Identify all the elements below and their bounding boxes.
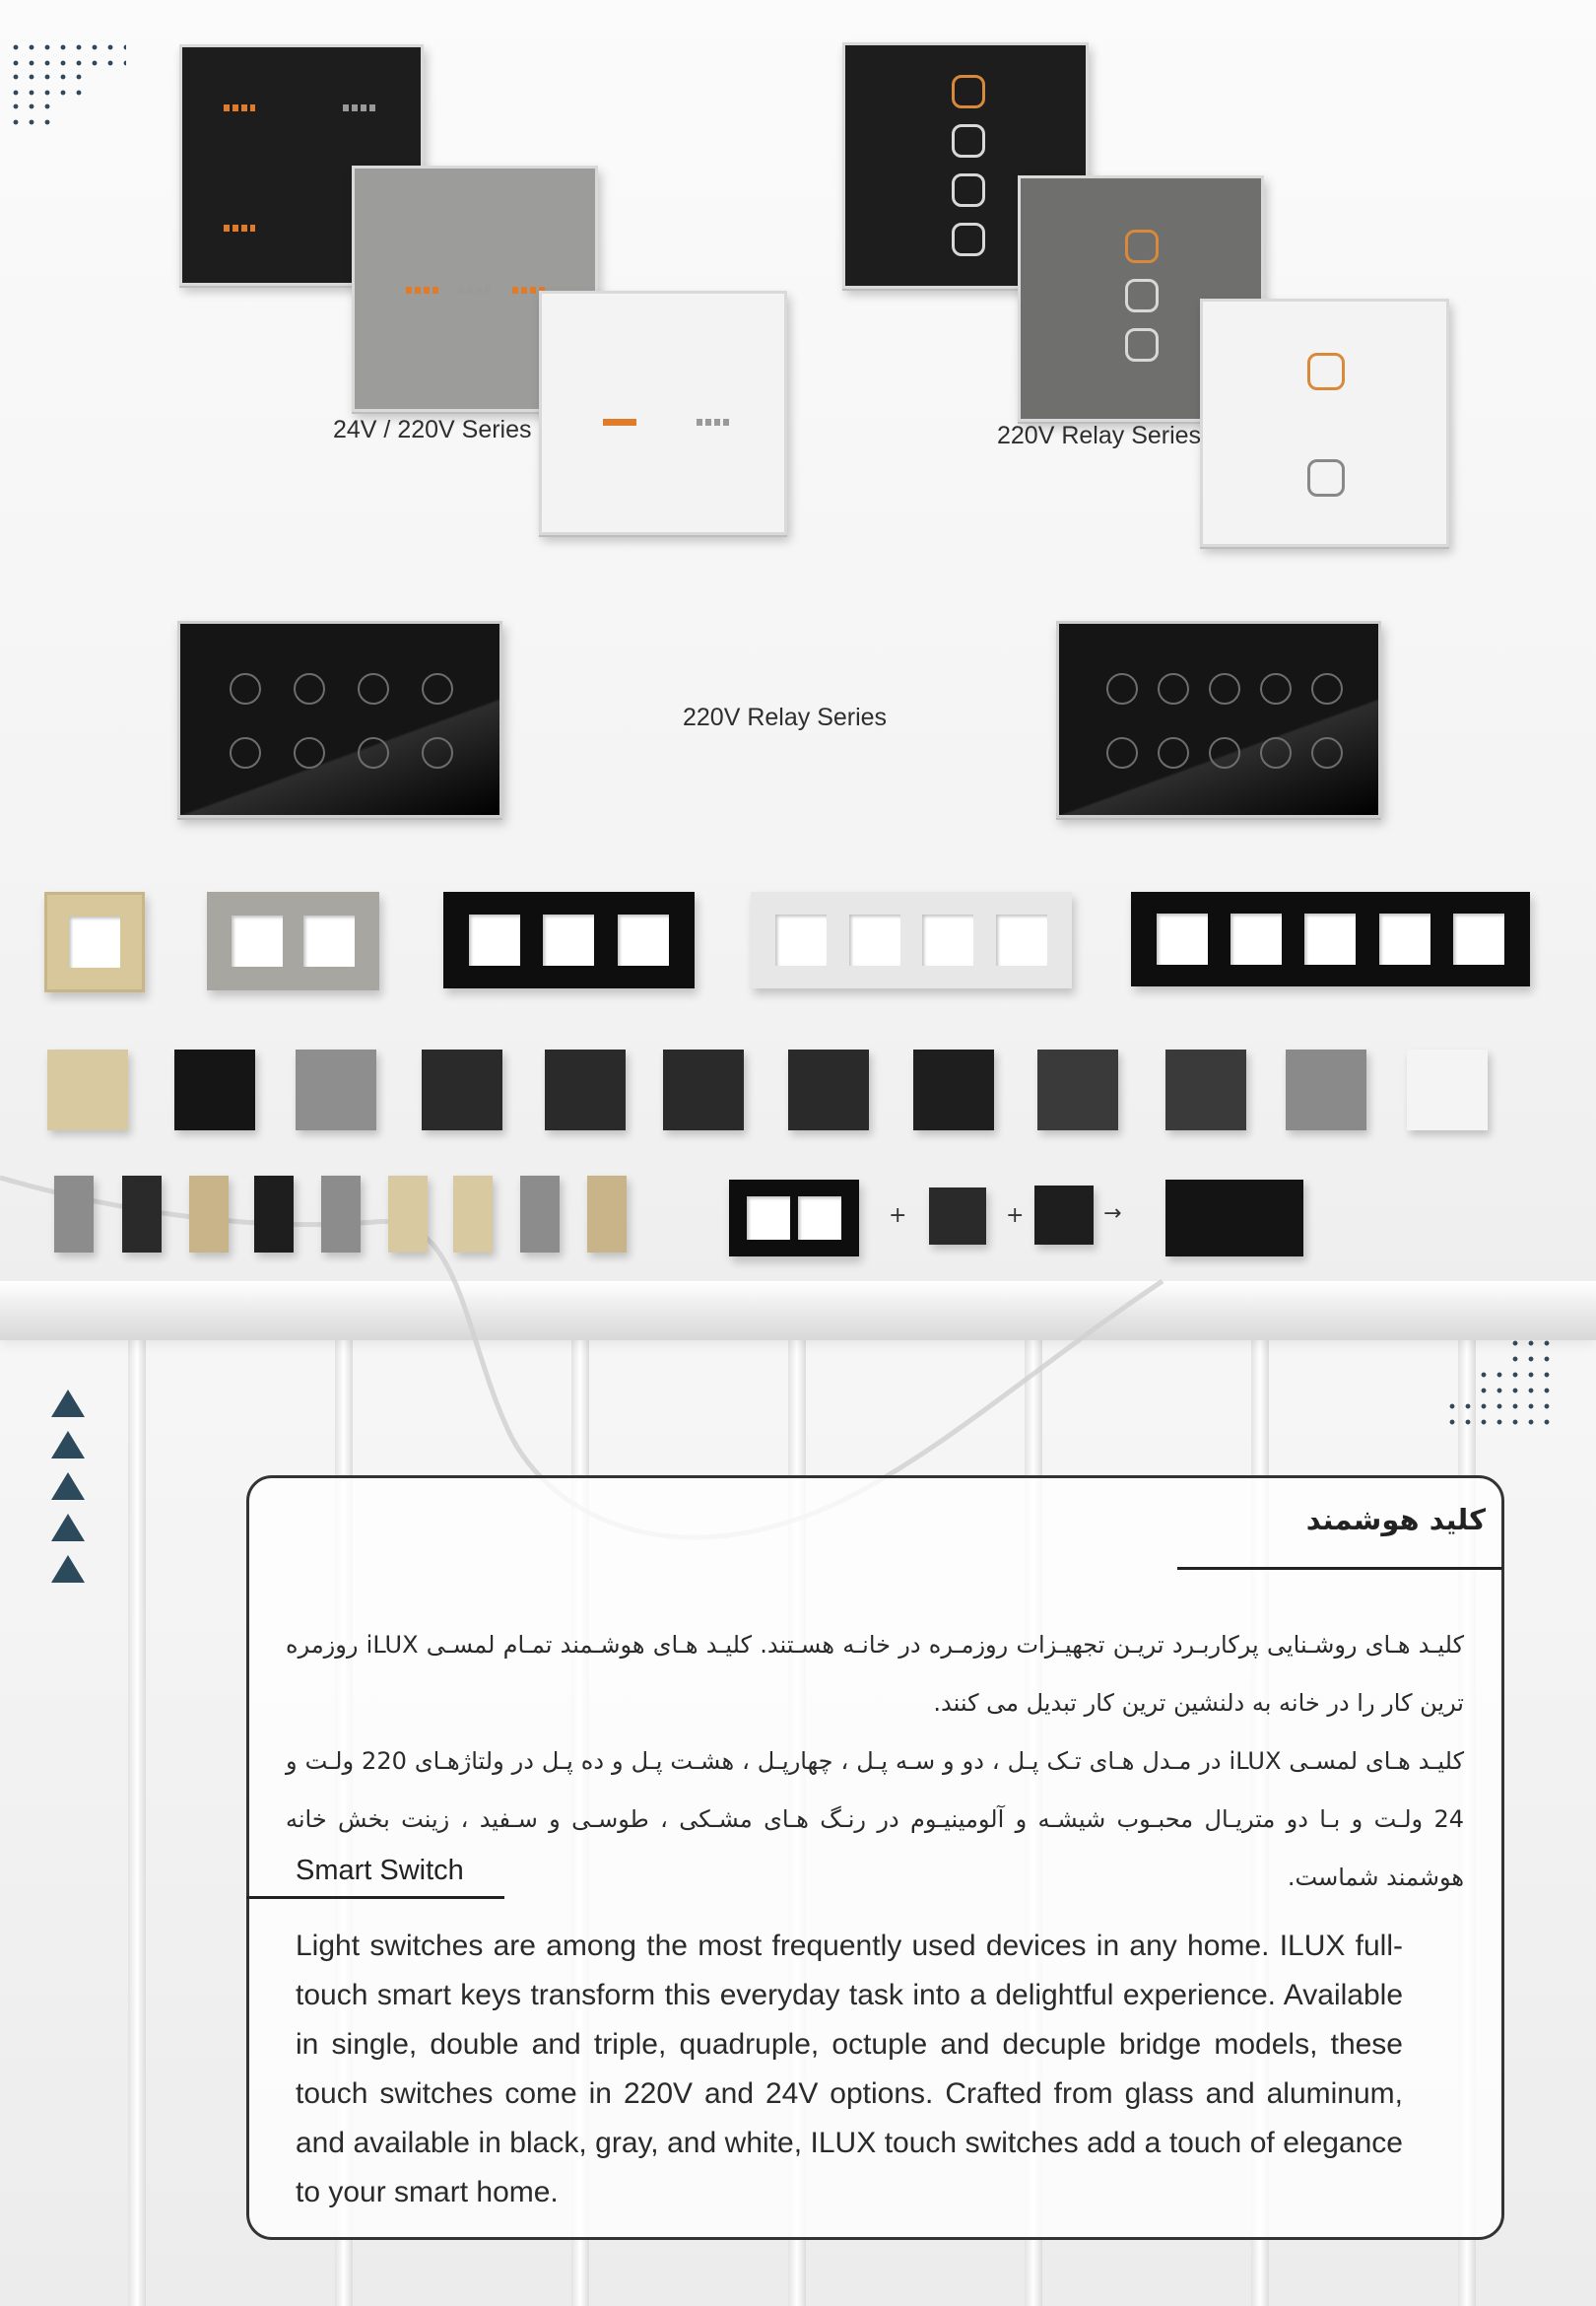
led-indicator	[224, 225, 255, 232]
arrow-icon: →	[1103, 1201, 1122, 1226]
triangle-decoration	[51, 1514, 85, 1541]
touch-key-icon	[358, 737, 389, 769]
frame-window	[543, 915, 594, 966]
switch-module-black	[174, 1050, 255, 1130]
plus-sign: +	[889, 1203, 907, 1228]
led-indicator	[603, 419, 636, 426]
series-label: 24V / 220V Series	[333, 416, 532, 443]
frame-quadruple-white	[751, 892, 1072, 988]
frame-window	[922, 915, 973, 966]
series-label: 220V Relay Series	[997, 422, 1202, 449]
frame-window	[469, 915, 520, 966]
touch-key-icon	[358, 673, 389, 705]
frame-window	[1453, 914, 1504, 965]
frame-window	[996, 915, 1047, 966]
led-indicator	[406, 287, 439, 294]
assembled-switch-socket	[1165, 1180, 1303, 1256]
frame-window	[798, 1196, 841, 1240]
frame-window	[1304, 914, 1356, 965]
triangle-decoration	[51, 1472, 85, 1500]
frame-window	[69, 916, 120, 968]
frame-window	[232, 916, 283, 967]
persian-title: کلید هوشمند	[1305, 1503, 1486, 1536]
power-socket-module	[913, 1050, 994, 1130]
plus-sign: +	[1006, 1203, 1025, 1228]
touch-key-icon	[1125, 230, 1159, 263]
relay-panel-10-gang	[1056, 621, 1381, 818]
series-label: 220V Relay Series	[683, 704, 888, 731]
touch-key-icon	[230, 737, 261, 769]
title-underline	[1177, 1567, 1502, 1570]
dot-pattern-decoration	[1507, 1335, 1555, 1367]
data-strip-module	[122, 1176, 162, 1253]
english-body: Light switches are among the most frequently used devices in any home. ILUX full-touch smart keys transform this everyday task into a delightful experience. Available in single, double and triple, quadruple, octuple and decuple bridge models, these touch switches come in 220V and 24V options. Crafted from glass and aluminum, and available in black, gray, and white, ILUX touch switches add a touch of elegance to your smart home.	[296, 1930, 1403, 2208]
touch-key-icon	[1307, 353, 1345, 390]
touch-key-icon	[952, 223, 985, 256]
touch-key-icon	[1158, 737, 1189, 769]
led-indicator	[224, 104, 255, 111]
relay-panel-8-gang	[177, 621, 502, 818]
data-strip-module	[254, 1176, 294, 1253]
data-socket-module	[1407, 1050, 1488, 1130]
bell-icon	[663, 1050, 744, 1130]
relay-panel-white	[1200, 299, 1449, 547]
switch-module-gray	[296, 1050, 376, 1130]
frame-window	[618, 915, 669, 966]
touch-key-icon	[1311, 737, 1343, 769]
switch-panel-white	[539, 291, 787, 535]
touch-key-icon	[294, 737, 325, 769]
data-socket-module	[1165, 1050, 1246, 1130]
frame-quintuple-black	[1131, 892, 1530, 986]
touch-key-icon	[1209, 673, 1240, 705]
touch-key-icon	[952, 124, 985, 158]
hdmi-strip-module	[54, 1176, 94, 1253]
title-underline	[246, 1896, 504, 1899]
dot-pattern-decoration	[8, 39, 126, 69]
touch-key-icon	[230, 673, 261, 705]
touch-key-icon	[1260, 673, 1292, 705]
touch-key-icon	[1106, 737, 1138, 769]
frame-window	[1230, 914, 1282, 965]
usb-strip-module	[587, 1176, 627, 1253]
touch-key-icon	[1106, 673, 1138, 705]
touch-key-icon	[1311, 673, 1343, 705]
data-strip-module	[321, 1176, 361, 1253]
frame-triple-black	[443, 892, 695, 988]
frame-window	[849, 915, 900, 966]
english-title: Smart Switch	[296, 1855, 464, 1886]
touch-key-icon	[1307, 459, 1345, 497]
touch-key-icon	[1158, 673, 1189, 705]
data-socket-module	[788, 1050, 869, 1130]
switch-module-gold	[47, 1050, 128, 1130]
tv-strip-module	[520, 1176, 560, 1253]
speaker-strip-module	[189, 1176, 229, 1253]
touch-key-icon	[1125, 279, 1159, 312]
persian-paragraph: کلیـد هـای لمسـی iLUX در مـدل هـای تـک پـل ، دو و سـه پـل ، چهارپـل ، هشـت پـل و ده پـل در ولتاژهـای 220 ولـت و 24 ولـت و بـا دو متریـال محبـوب شیشـه و آلومینیـوم در رنـگ هـای مشـکی ، طوسـی و سـفید ، زینت بخش خانه هوشمند شماست.	[286, 1747, 1464, 1891]
frame-window	[303, 916, 355, 967]
led-indicator	[343, 104, 376, 111]
assembly-frame	[729, 1180, 859, 1256]
touch-key-icon	[952, 75, 985, 108]
hdmi-socket-module	[1286, 1050, 1366, 1130]
rca-strip-module	[388, 1176, 428, 1253]
touch-key-icon	[952, 173, 985, 207]
touch-key-icon	[1125, 328, 1159, 362]
touch-key-icon	[294, 673, 325, 705]
power-socket-module	[1034, 1186, 1094, 1245]
touch-key-icon	[422, 673, 453, 705]
triangle-decoration	[51, 1555, 85, 1583]
touch-key-icon	[1260, 737, 1292, 769]
dot-pattern-decoration	[1444, 1398, 1555, 1430]
frame-window	[775, 915, 827, 966]
led-indicator	[697, 419, 730, 426]
dot-pattern-decoration	[8, 69, 87, 99]
touch-key-icon	[422, 737, 453, 769]
frame-double-gray	[207, 892, 379, 990]
triangle-decoration	[51, 1431, 85, 1458]
touch-key-icon	[1209, 737, 1240, 769]
led-indicator	[458, 287, 492, 294]
persian-paragraph: کلیـد هـای روشـنایی پرکاربـرد تریـن تجهیـزات روزمـره در خانـه هسـتند. کلیـد هـای هوشـمند تمـام لمسـی iLUX روزمره ترین کار را در خانه به دلنشین ترین کار تبدیل می کنند.	[286, 1631, 1464, 1717]
blank-strip-module	[453, 1176, 493, 1253]
tv-socket-module	[1037, 1050, 1118, 1130]
dot-pattern-decoration	[8, 99, 55, 130]
data-socket-module	[422, 1050, 502, 1130]
frame-window	[747, 1196, 790, 1240]
frame-single-gold	[44, 892, 145, 992]
dot-pattern-decoration	[1476, 1367, 1555, 1398]
power-socket-module	[545, 1050, 626, 1130]
triangle-decoration	[51, 1390, 85, 1417]
frame-window	[1379, 914, 1430, 965]
switch-module	[929, 1187, 986, 1245]
frame-window	[1157, 914, 1208, 965]
